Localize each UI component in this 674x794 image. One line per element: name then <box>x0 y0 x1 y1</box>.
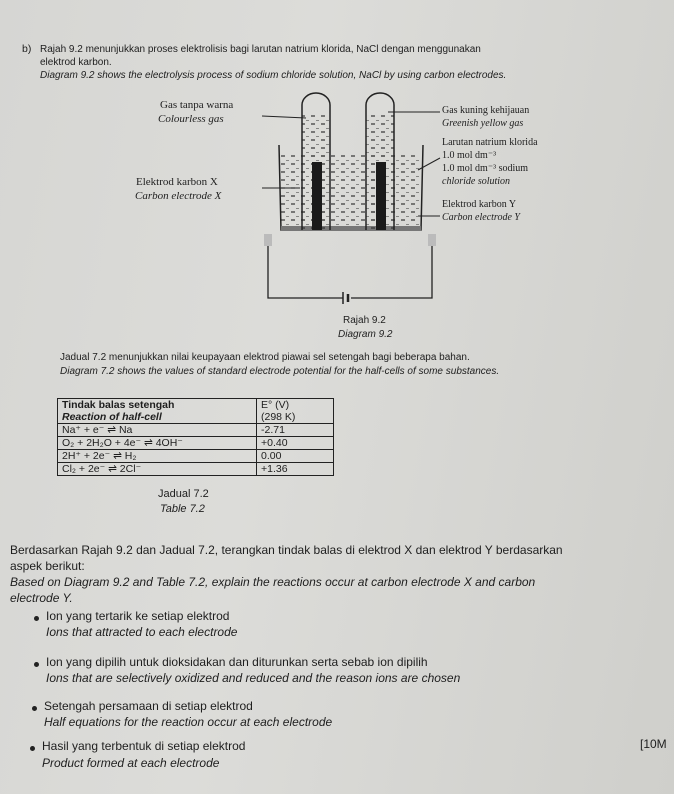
potential-cell: +1.36 <box>257 463 334 476</box>
bullet-3-en: Half equations for the reaction occur at each electrode <box>44 715 333 729</box>
diagram-caption-en: Diagram 9.2 <box>338 329 393 340</box>
table-row <box>58 424 334 437</box>
task-ms-1: Berdasarkan Rajah 9.2 dan Jadual 7.2, terangkan tindak balas di elektrod X dan elektrod Y berdasarkan <box>10 543 563 557</box>
bullet-icon <box>30 746 35 751</box>
table-intro-ms: Jadual 7.2 menunjukkan nilai keupayaan elektrod piawai sel setengah bagi beberapa bahan. <box>60 352 470 363</box>
reaction-cell: O₂ + 2H₂O + 4e⁻ ⇌ 4OH⁻ <box>58 437 257 450</box>
bullet-2-en: Ions that are selectively oxidized and reduced and the reason ions are chosen <box>46 671 461 685</box>
intro-en: Diagram 9.2 shows the electrolysis process of sodium chloride solution, NaCl by using carbon electrodes. <box>40 70 507 81</box>
bullet-1-en: Ions that attracted to each electrode <box>46 625 238 639</box>
potential-cell: 0.00 <box>257 450 334 463</box>
table-intro-en: Diagram 7.2 shows the values of standard electrode potential for the half-cells of some substances. <box>60 366 500 377</box>
intro-ms-2: elektrod karbon. <box>40 57 112 68</box>
electrode-y <box>376 162 386 230</box>
bullet-icon <box>34 662 39 667</box>
bullet-3-ms: Setengah persamaan di setiap elektrod <box>44 699 253 713</box>
task-ms-2: aspek berikut: <box>10 559 85 573</box>
table-caption-ms: Jadual 7.2 <box>158 488 209 500</box>
table-caption-en: Table 7.2 <box>160 503 205 515</box>
reaction-cell: 2H⁺ + 2e⁻ ⇌ H₂ <box>58 450 257 463</box>
task-en-1: Based on Diagram 9.2 and Table 7.2, explain the reactions occur at carbon electrode X and carbon <box>10 575 536 589</box>
header-en: Reaction of half-cell <box>62 411 162 423</box>
header-e2: (298 K) <box>261 411 296 423</box>
marks-label: [10M <box>640 737 667 751</box>
label-solution-ms1: Larutan natrium klorida <box>442 137 538 148</box>
table-row <box>58 463 334 476</box>
label-greenish-en: Greenish yellow gas <box>442 118 524 129</box>
potential-cell: -2.71 <box>257 424 334 437</box>
diagram-caption-ms: Rajah 9.2 <box>343 315 386 326</box>
label-colourless-en: Colourless gas <box>158 113 224 125</box>
intro-ms-1: Rajah 9.2 menunjukkan proses elektrolisis bagi larutan natrium klorida, NaCl dengan menggunakan <box>40 44 481 55</box>
label-colourless-ms: Gas tanpa warna <box>160 99 234 111</box>
potential-cell: +0.40 <box>257 437 334 450</box>
bullet-4-en: Product formed at each electrode <box>42 756 220 770</box>
label-electrode-y-en: Carbon electrode Y <box>442 212 520 223</box>
label-electrode-y-ms: Elektrod karbon Y <box>442 199 517 210</box>
reaction-cell: Na⁺ + e⁻ ⇌ Na <box>58 424 257 437</box>
label-electrode-x-ms: Elektrod karbon X <box>136 176 218 188</box>
electrode-x <box>312 162 322 230</box>
header-ms: Tindak balas setengah <box>62 399 175 411</box>
bullet-2-ms: Ion yang dipilih untuk dioksidakan dan diturunkan serta sebab ion dipilih <box>46 655 428 669</box>
label-solution-en1: 1.0 mol dm⁻³ sodium <box>442 163 529 174</box>
bullet-1-ms: Ion yang tertarik ke setiap elektrod <box>46 609 230 623</box>
label-electrode-x-en: Carbon electrode X <box>135 190 222 202</box>
electrolysis-diagram <box>0 0 674 340</box>
bullet-4-ms: Hasil yang terbentuk di setiap elektrod <box>42 739 246 753</box>
table-row <box>58 450 334 463</box>
table-row <box>58 437 334 450</box>
label-solution-ms2: 1.0 mol dm⁻³ <box>442 150 497 161</box>
question-label: b) <box>22 43 32 55</box>
bullet-icon <box>34 616 39 621</box>
task-en-2: electrode Y. <box>10 591 73 605</box>
label-greenish-ms: Gas kuning kehijauan <box>442 105 530 116</box>
reaction-cell: Cl₂ + 2e⁻ ⇌ 2Cl⁻ <box>58 463 257 476</box>
header-e1: E° (V) <box>261 399 290 411</box>
bullet-icon <box>32 706 37 711</box>
table-header-row <box>58 399 334 424</box>
electrode-potential-table <box>57 398 334 476</box>
label-solution-en2: chloride solution <box>442 176 511 187</box>
